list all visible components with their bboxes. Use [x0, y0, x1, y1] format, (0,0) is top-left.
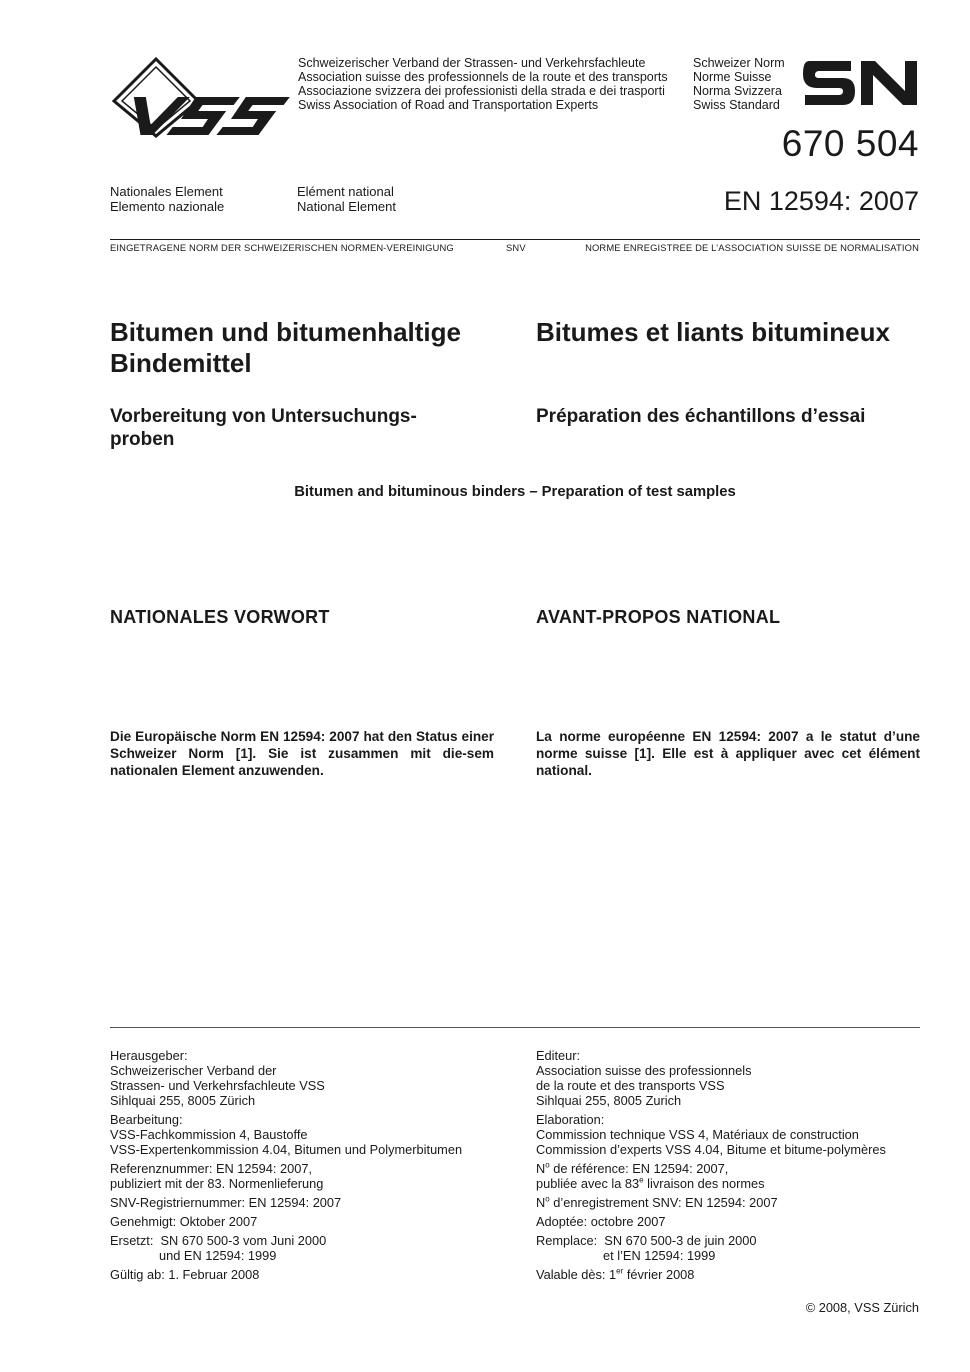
- foreword-text-de: Die Europäische Norm EN 12594: 2007 hat den Status einer Schweizer Norm [1]. Sie ist zusammen mit die-sem nationalen Element anzuwenden.: [110, 729, 494, 778]
- foreword-text-fr: La norme européenne EN 12594: 2007 a le statut d’une norme suisse [1]. Elle est à appliquer avec cet élément national.: [536, 729, 920, 778]
- reference-line: publiziert mit der 83. Normenlieferung: [110, 1176, 324, 1191]
- replaces-line: Ersetzt: SN 670 500-3 vom Juni 2000: [110, 1233, 327, 1248]
- title-fr-line: Bitumes et liants bitumineux: [536, 317, 890, 347]
- superscript: e: [639, 1175, 644, 1185]
- publisher-line: de la route et des transports VSS: [536, 1078, 725, 1093]
- editing-block: [110, 1112, 515, 1157]
- superscript: o: [545, 1194, 550, 1204]
- association-it: Associazione svizzera dei professionisti della strada e dei trasporti: [298, 84, 665, 98]
- publisher-line: Sihlquai 255, 8005 Zurich: [536, 1093, 682, 1108]
- registration-snv: SNV: [506, 242, 526, 253]
- snv-registration: [536, 1195, 941, 1210]
- subtitle-de-line: Vorbereitung von Untersuchungs-: [110, 406, 417, 427]
- reference-line: [536, 1176, 941, 1191]
- standard-type-de: Schweizer Norm: [693, 56, 785, 70]
- superscript: er: [616, 1266, 624, 1276]
- approval-date: Adoptée: octobre 2007: [536, 1214, 666, 1229]
- replaces-block: [536, 1233, 941, 1263]
- replaces-block: [110, 1233, 515, 1263]
- snv-registration: SNV-Registriernummer: EN 12594: 2007: [110, 1195, 342, 1210]
- snv-text: d’enregistrement SNV: EN 12594: 2007: [549, 1195, 778, 1210]
- publication-info-de: [110, 1048, 515, 1286]
- divider: [110, 239, 920, 240]
- editing-label: Elaboration:: [536, 1112, 605, 1127]
- ref-text: de référence: EN 12594: 2007,: [549, 1161, 729, 1176]
- divider: [110, 1027, 920, 1028]
- association-names: [298, 56, 668, 112]
- ref-text: publiée avec la 83: [536, 1176, 640, 1191]
- publisher-label: Herausgeber:: [110, 1048, 188, 1063]
- title-en: Bitumen and bituminous binders – Preparation of test samples: [294, 484, 736, 500]
- publisher-line: Association suisse des professionnels: [536, 1063, 752, 1078]
- national-element-label: Elément national: [297, 184, 394, 199]
- reference-line: [536, 1161, 941, 1176]
- foreword-heading-de: NATIONALES VORWORT: [110, 607, 330, 627]
- registration-fr: NORME ENREGISTREE DE L’ASSOCIATION SUISSE DE NORMALISATION: [585, 242, 919, 253]
- standard-type: [693, 56, 785, 112]
- national-element-fr-en: [297, 185, 396, 214]
- standard-type-fr: Norme Suisse: [693, 70, 772, 84]
- national-element-de-it: [110, 185, 224, 214]
- publisher-block: [110, 1048, 515, 1108]
- publisher-line: Schweizerischer Verband der: [110, 1063, 277, 1078]
- vss-logo: [110, 57, 290, 139]
- subtitle-fr-line: Préparation des échantillons d’essai: [536, 406, 866, 427]
- association-fr: Association suisse des professionnels de la route et des transports: [298, 70, 668, 84]
- replaces-line: Remplace: SN 670 500-3 de juin 2000: [536, 1233, 757, 1248]
- subtitle-de-line: proben: [110, 429, 175, 450]
- reference-block: [536, 1161, 941, 1191]
- national-element-label: Nationales Element: [110, 184, 223, 199]
- valid-from: Gültig ab: 1. Februar 2008: [110, 1267, 260, 1282]
- ref-prefix: N: [536, 1161, 546, 1176]
- editing-line: Commission technique VSS 4, Matériaux de construction: [536, 1127, 859, 1142]
- editing-line: VSS-Fachkommission 4, Baustoffe: [110, 1127, 308, 1142]
- reference-line: Referenznummer: EN 12594: 2007,: [110, 1161, 313, 1176]
- en-reference: EN 12594: 2007: [723, 186, 919, 216]
- ref-text: livraison des normes: [643, 1176, 765, 1191]
- standard-type-en: Swiss Standard: [693, 98, 780, 112]
- national-element-label: Elemento nazionale: [110, 198, 225, 214]
- title-de-line: Bitumen und bitumenhaltige: [110, 317, 461, 347]
- replaces-line: et l’EN 12594: 1999: [603, 1248, 716, 1263]
- editing-line: VSS-Expertenkommission 4.04, Bitumen und Polymerbitumen: [110, 1142, 463, 1157]
- title-de: [110, 317, 461, 379]
- sn-number: 670 504: [781, 123, 919, 164]
- sn-logo: [803, 57, 919, 109]
- national-element-label: National Element: [297, 198, 396, 214]
- publisher-label: Editeur:: [536, 1048, 581, 1063]
- approval-date: Genehmigt: Oktober 2007: [110, 1214, 258, 1229]
- registration-de: EINGETRAGENE NORM DER SCHWEIZERISCHEN NORMEN-VEREINIGUNG: [110, 242, 454, 253]
- copyright: © 2008, VSS Zürich: [805, 1300, 919, 1315]
- valid-from: [536, 1267, 941, 1282]
- replaces-line: und EN 12594: 1999: [159, 1248, 277, 1263]
- publisher-line: Strassen- und Verkehrsfachleute VSS: [110, 1078, 325, 1093]
- editing-line: Commission d’experts VSS 4.04, Bitume et bitume-polymères: [536, 1142, 886, 1157]
- publication-info-fr: [536, 1048, 941, 1286]
- foreword-heading-fr: AVANT-PROPOS NATIONAL: [536, 607, 781, 627]
- association-de: Schweizerischer Verband der Strassen- und Verkehrsfachleute: [298, 56, 646, 70]
- title-de-line: Bindemittel: [110, 348, 252, 378]
- snv-prefix: N: [536, 1195, 546, 1210]
- editing-label: Bearbeitung:: [110, 1112, 183, 1127]
- valid-text: Valable dès: 1: [536, 1267, 617, 1282]
- subtitle-fr: [536, 405, 865, 428]
- title-fr: [536, 317, 890, 348]
- editing-block: [536, 1112, 941, 1157]
- association-en: Swiss Association of Road and Transportation Experts: [298, 98, 599, 112]
- standard-type-it: Norma Svizzera: [693, 84, 782, 98]
- reference-block: [110, 1161, 515, 1191]
- publisher-block: [536, 1048, 941, 1108]
- publisher-line: Sihlquai 255, 8005 Zürich: [110, 1093, 256, 1108]
- valid-text: février 2008: [623, 1267, 695, 1282]
- subtitle-de: [110, 405, 417, 451]
- superscript: o: [545, 1160, 550, 1170]
